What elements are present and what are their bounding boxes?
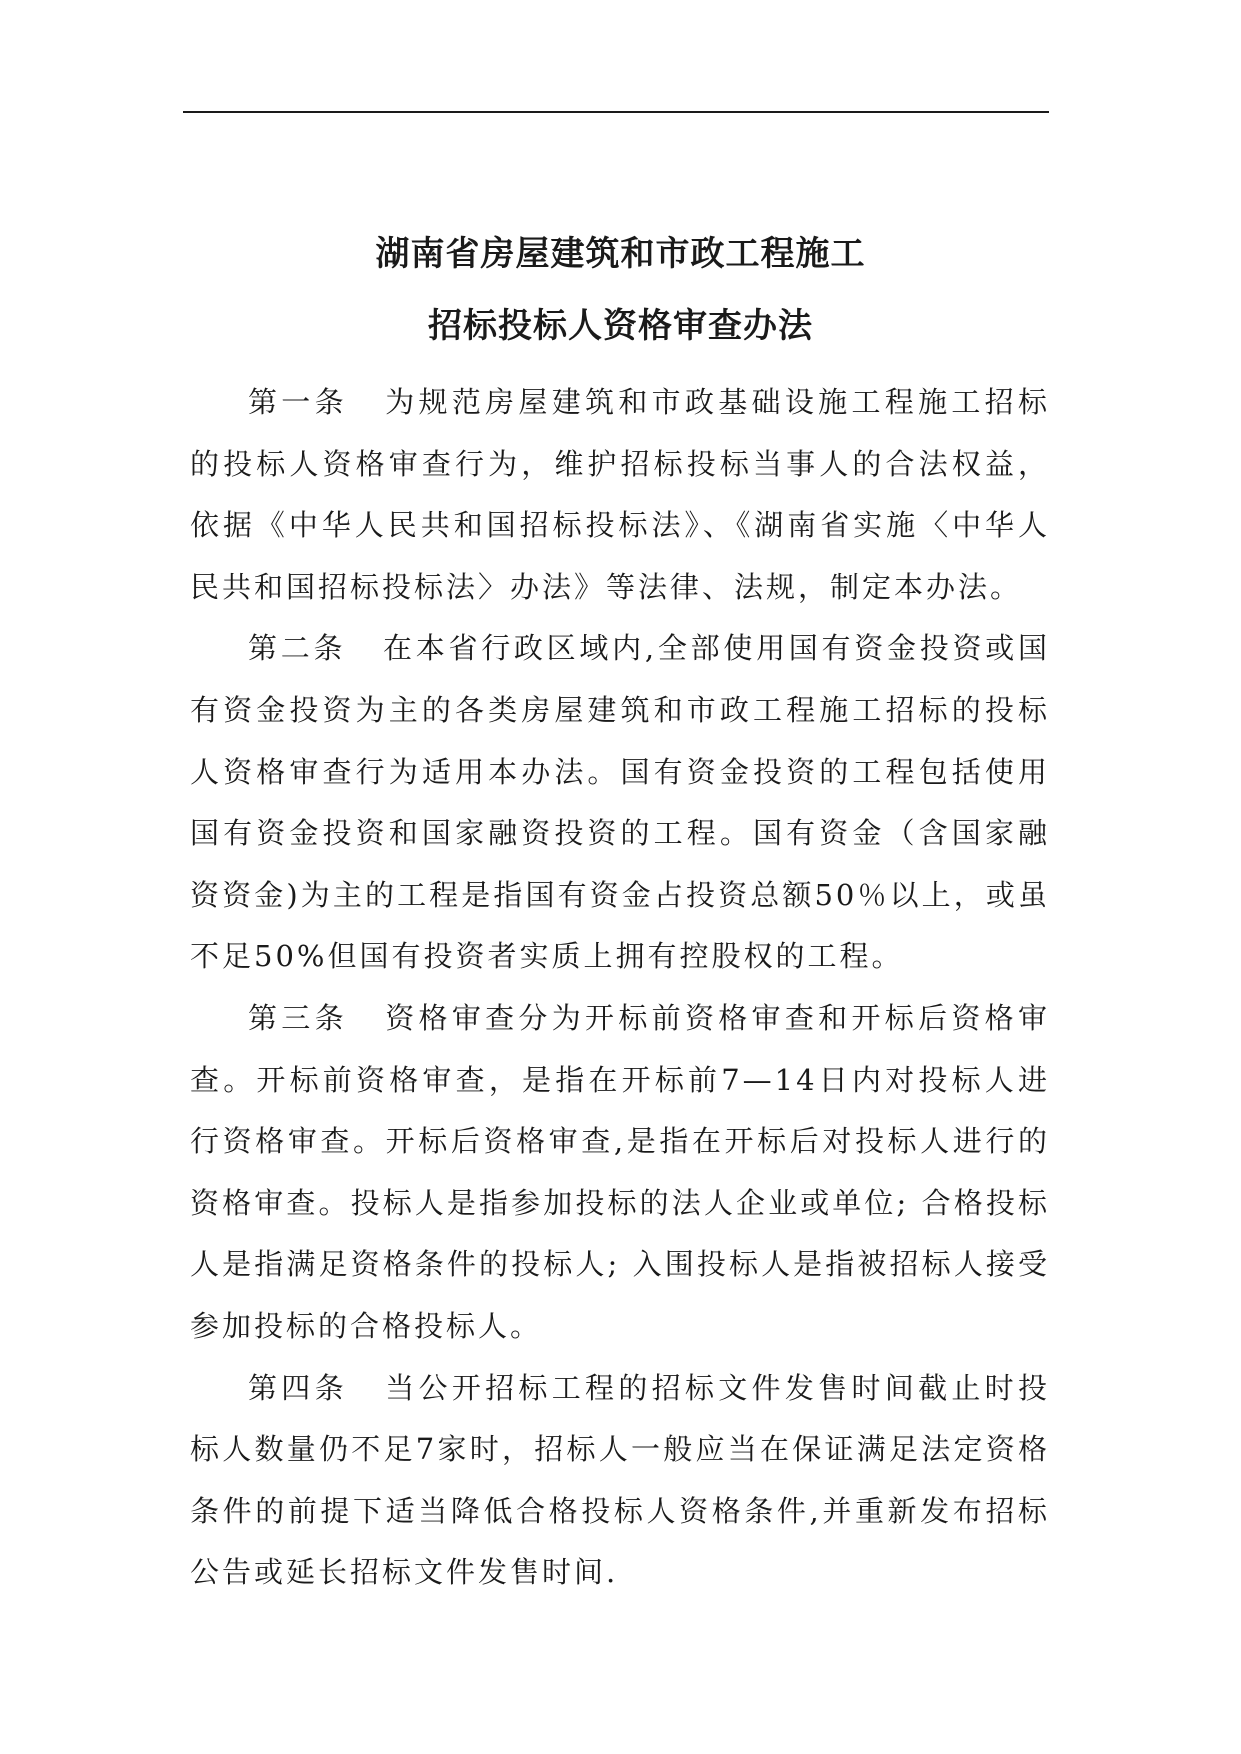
document-title-line-2: 招标投标人资格审查办法: [428, 306, 813, 346]
header-rule: [183, 111, 1049, 113]
article-number: 第四条: [248, 1370, 348, 1405]
article-number: 第一条: [248, 385, 348, 419]
document-body: [190, 372, 1050, 1604]
article-number: 第二条: [248, 631, 347, 666]
article-2: [190, 618, 1050, 988]
document-title-line-1: 湖南省房屋建筑和市政工程施工: [375, 234, 866, 274]
article-number: 第三条: [248, 1000, 348, 1035]
article-text: 在本省行政区域内,全部使用国有资金投资或国有资金投资为主的各类房屋建筑和市政工程施工招标的投标人资格审查行为适用本办法。国有资金投资的工程包括使用国有资金投资和国家融资投资的工程。国有资金（含国家融资资金)为主的工程是指国有资金占投资总额50％以上，或虽不足50%但国有投资者实质上拥有控股权的工程。: [190, 631, 1050, 974]
article-text: 当公开招标工程的招标文件发售时间截止时投标人数量仍不足7家时，招标人一般应当在保证满足法定资格条件的前提下适当降低合格投标人资格条件,并重新发布招标公告或延长招标文件发售时间.: [190, 1370, 1050, 1590]
article-1: [190, 372, 1050, 618]
article-text: 为规范房屋建筑和市政基础设施工程施工招标的投标人资格审查行为，维护招标投标当事人的合法权益，依据《中华人民共和国招标投标法》、《湖南省实施〈中华人民共和国招标投标法〉办法》等法律、法规，制定本办法。: [190, 385, 1050, 604]
article-3: [190, 988, 1050, 1358]
article-text: 资格审查分为开标前资格审查和开标后资格审查。开标前资格审查，是指在开标前7—14日内对投标人进行资格审查。开标后资格审查,是指在开标后对投标人进行的资格审查。投标人是指参加投标的法人企业或单位; 合格投标人是指满足资格条件的投标人; 入围投标人是指被招标人接受参加投标的合格投标人。: [190, 1000, 1050, 1343]
article-4: [190, 1358, 1050, 1604]
